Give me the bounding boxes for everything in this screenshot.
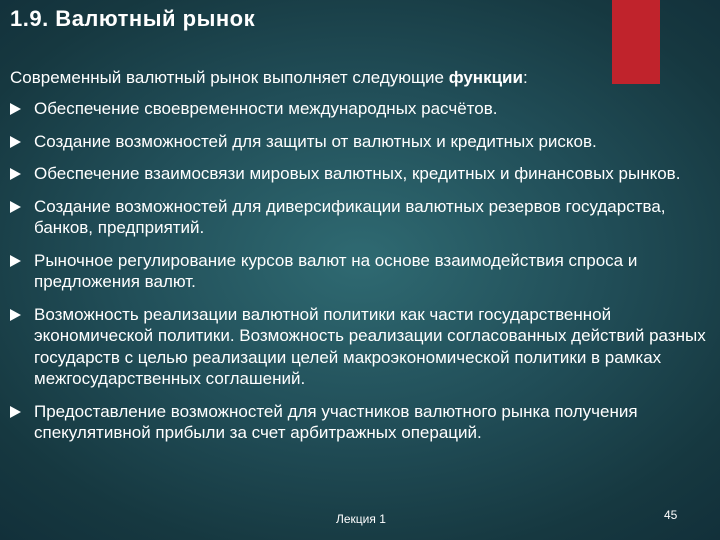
intro-prefix: Современный валютный рынок выполняет следующие	[10, 68, 449, 87]
bullet-item	[10, 131, 710, 153]
bullet-item	[10, 196, 710, 239]
bullet-item	[10, 304, 710, 390]
bullet-text: Создание возможностей для диверсификации валютных резервов государства, банков, предприятий.	[34, 196, 666, 237]
accent-bar	[612, 0, 660, 84]
intro-text	[10, 68, 610, 88]
intro-keyword: функции	[448, 68, 523, 87]
bullet-text: Обеспечение взаимосвязи мировых валютных, кредитных и финансовых рынков.	[34, 164, 681, 183]
bullet-arrow-icon	[10, 255, 21, 267]
bullet-arrow-icon	[10, 406, 21, 418]
bullet-list	[10, 98, 710, 455]
bullet-text: Рыночное регулирование курсов валют на основе взаимодействия спроса и предложения валют.	[34, 250, 638, 291]
bullet-item	[10, 250, 710, 293]
footer-label: Лекция 1	[336, 512, 386, 526]
bullet-text: Обеспечение своевременности международных расчётов.	[34, 99, 498, 118]
page-number: 45	[664, 508, 678, 522]
bullet-arrow-icon	[10, 309, 21, 321]
bullet-item	[10, 401, 710, 444]
bullet-item	[10, 163, 710, 185]
slide-title: 1.9. Валютный рынок	[10, 6, 256, 31]
bullet-text: Возможность реализации валютной политики как части государственной экономической политики. Возможность реализации согласованных действий разных государств с целью реализации целей макроэкономической политики в рамках межгосударственных соглашений.	[34, 304, 706, 388]
bullet-arrow-icon	[10, 136, 21, 148]
bullet-arrow-icon	[10, 103, 21, 115]
bullet-text: Создание возможностей для защиты от валютных и кредитных рисков.	[34, 131, 597, 151]
bullet-arrow-icon	[10, 168, 21, 180]
bullet-item	[10, 98, 710, 120]
bullet-text: Предоставление возможностей для участников валютного рынка получения спекулятивной прибыли за счет арбитражных операций.	[34, 401, 638, 442]
bullet-arrow-icon	[10, 201, 21, 213]
intro-suffix: :	[522, 68, 528, 87]
